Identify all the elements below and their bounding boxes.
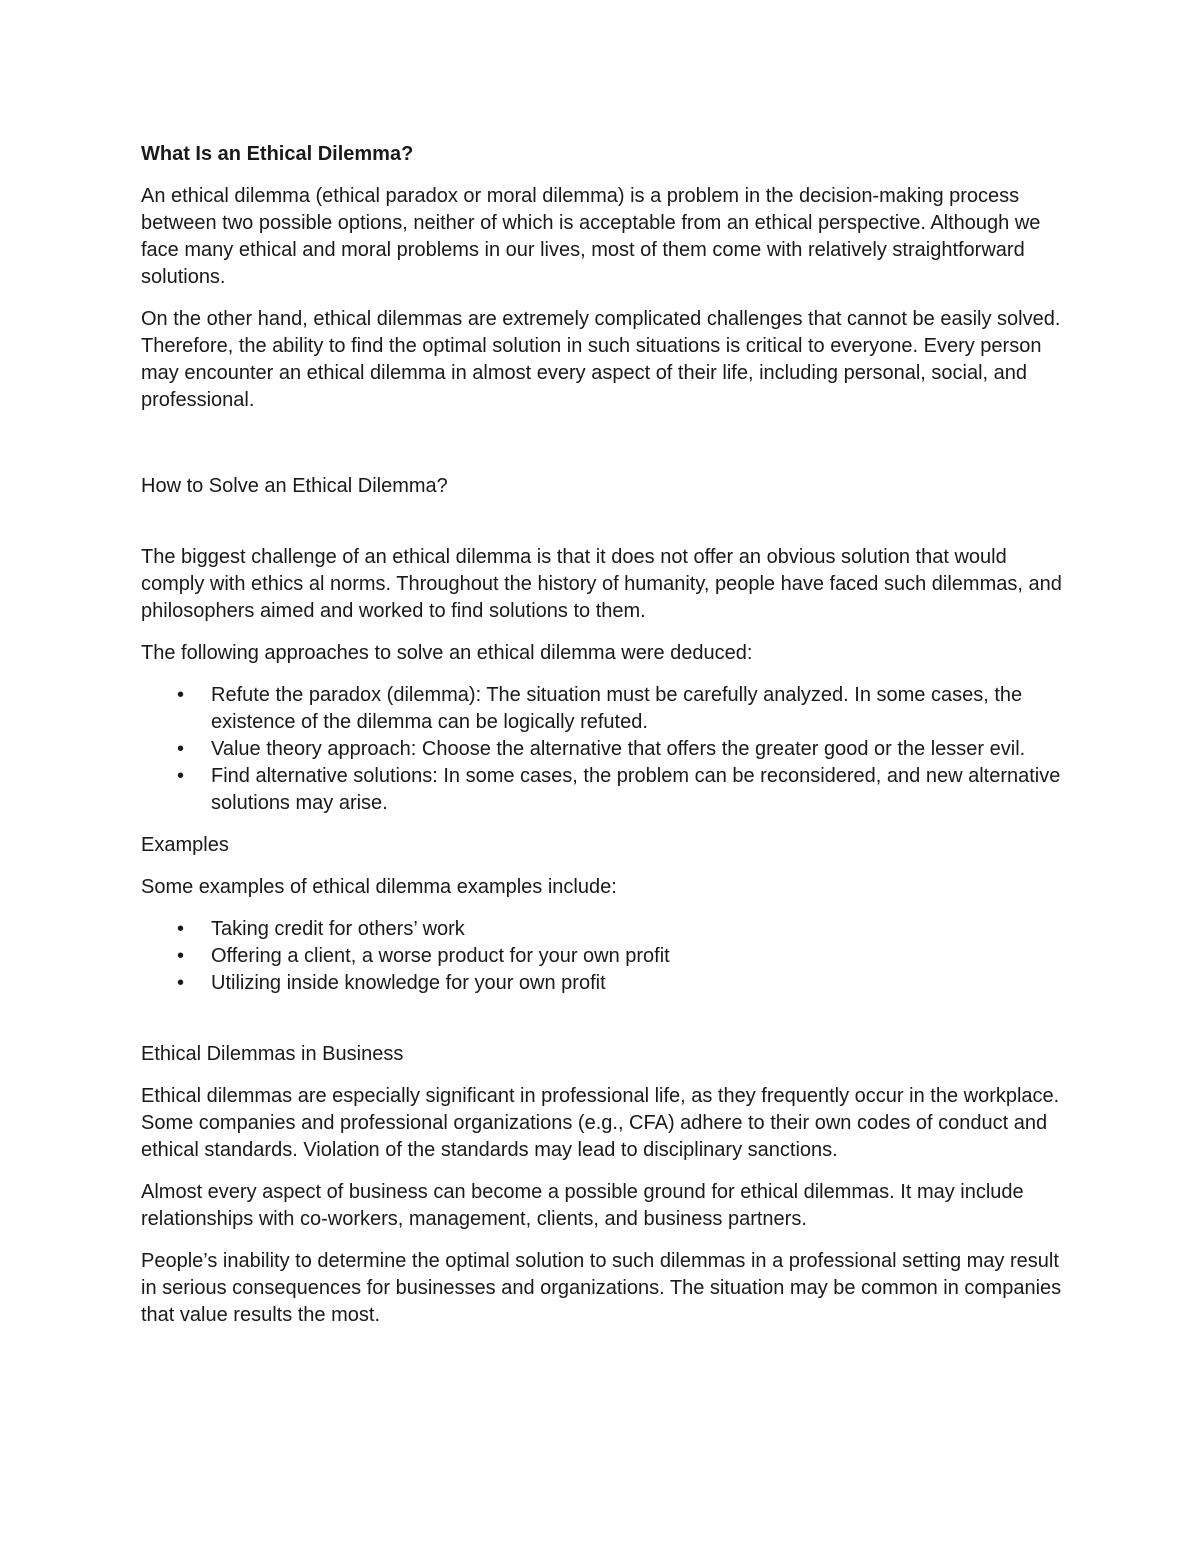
heading-how-to-solve: How to Solve an Ethical Dilemma? xyxy=(141,475,448,497)
list-item-text: Value theory approach: Choose the alternative that offers the greater good or the lesser evil. xyxy=(211,738,1026,760)
document-page xyxy=(141,141,1071,1344)
examples-intro: Some examples of ethical dilemma examples include: xyxy=(141,876,617,898)
list-item xyxy=(141,736,1071,763)
list-item-text: Offering a client, a worse product for your own profit xyxy=(211,945,670,967)
spacer xyxy=(141,429,1071,473)
heading-business: Ethical Dilemmas in Business xyxy=(141,1043,404,1065)
bullet-icon: • xyxy=(177,684,185,706)
solve-paragraph-1: The biggest challenge of an ethical dilemma is that it does not offer an obvious solution that would comply with ethics al norms. Throughout the history of humanity, people have faced such dilemmas, and philosophers aimed and worked to find solutions to them. xyxy=(141,546,1062,622)
list-item xyxy=(141,916,1071,943)
spacer xyxy=(141,1012,1071,1041)
list-item xyxy=(141,970,1071,997)
approaches-list xyxy=(141,682,1071,817)
spacer xyxy=(141,500,1071,544)
business-paragraph-3: People’s inability to determine the optimal solution to such dilemmas in a professional setting may result in serious consequences for businesses and organizations. The situation may be common in companies that value results the most. xyxy=(141,1250,1062,1326)
list-item-text: Utilizing inside knowledge for your own profit xyxy=(211,972,606,994)
intro-paragraph-1: An ethical dilemma (ethical paradox or moral dilemma) is a problem in the decision-making process between two possible options, neither of which is acceptable from an ethical perspective. Although we face many ethical and moral problems in our lives, most of them come with relatively straightforward solutions. xyxy=(141,185,1041,288)
bullet-icon: • xyxy=(177,972,185,994)
bullet-icon: • xyxy=(177,738,185,760)
bullet-icon: • xyxy=(177,945,185,967)
list-item-text: Taking credit for others’ work xyxy=(211,918,465,940)
list-item-text: Refute the paradox (dilemma): The situation must be carefully analyzed. In some cases, the existence of the dilemma can be logically refuted. xyxy=(211,684,1023,733)
list-item xyxy=(141,763,1071,817)
list-item xyxy=(141,682,1071,736)
list-item-text: Find alternative solutions: In some cases, the problem can be reconsidered, and new alternative solutions may arise. xyxy=(211,765,1061,814)
document-title: What Is an Ethical Dilemma? xyxy=(141,143,414,165)
bullet-icon: • xyxy=(177,918,185,940)
examples-list xyxy=(141,916,1071,997)
list-item xyxy=(141,943,1071,970)
business-paragraph-2: Almost every aspect of business can become a possible ground for ethical dilemmas. It may include relationships with co-workers, management, clients, and business partners. xyxy=(141,1181,1024,1230)
intro-paragraph-2: On the other hand, ethical dilemmas are extremely complicated challenges that cannot be easily solved. Therefore, the ability to find the optimal solution in such situations is critical to everyone. Every person may encounter an ethical dilemma in almost every aspect of their life, including personal, social, and professional. xyxy=(141,308,1061,411)
solve-paragraph-2: The following approaches to solve an ethical dilemma were deduced: xyxy=(141,642,753,664)
business-paragraph-1: Ethical dilemmas are especially significant in professional life, as they frequently occur in the workplace. Some companies and professional organizations (e.g., CFA) adhere to their own codes of conduct and ethical standards. Violation of the standards may lead to disciplinary sanctions. xyxy=(141,1085,1060,1161)
bullet-icon: • xyxy=(177,765,185,787)
heading-examples: Examples xyxy=(141,834,229,856)
